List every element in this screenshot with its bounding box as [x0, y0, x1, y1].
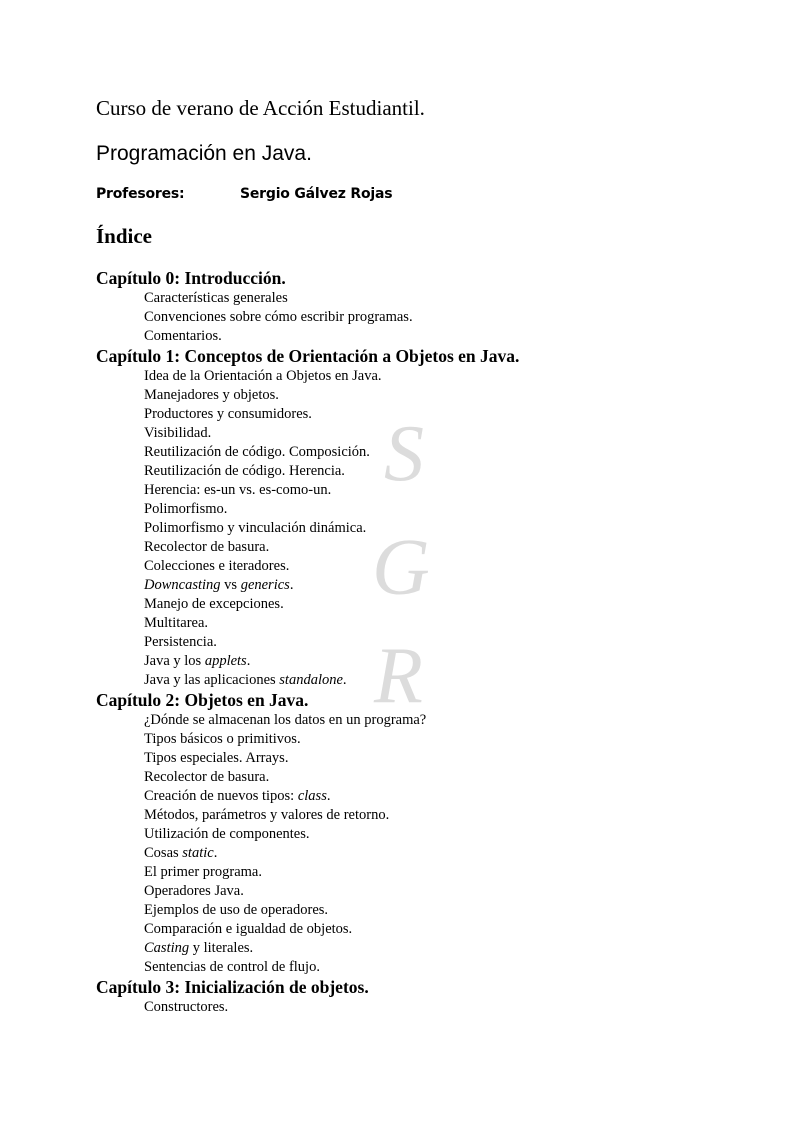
toc-item: [96, 939, 736, 958]
toc-item-text: Recolector de basura.: [144, 769, 270, 785]
toc-item-text: Utilización de componentes.: [144, 826, 310, 842]
professors-label: Profesores:: [96, 186, 185, 202]
toc-item-text: Persistencia.: [144, 634, 217, 650]
toc-item-text: Tipos básicos o primitivos.: [144, 731, 301, 747]
toc-item: [96, 557, 736, 576]
toc-item-text: .: [342, 672, 347, 688]
toc-item: [96, 519, 736, 538]
toc-item-italic-text: class: [297, 788, 327, 804]
toc-item: [96, 768, 736, 787]
toc-item-text: Java y los: [144, 653, 205, 669]
toc-item: [96, 405, 736, 424]
watermark-letter-r: R: [374, 632, 423, 720]
toc-item-text: .: [289, 577, 294, 593]
toc-item-italic-text: static: [182, 845, 214, 861]
toc-item: [96, 671, 736, 690]
toc-item-text: Colecciones e iteradores.: [144, 558, 290, 574]
toc-item: [96, 308, 736, 327]
toc-item-text: Herencia: es-un vs. es-como-un.: [144, 482, 332, 498]
toc-item-italic-text: Downcasting: [144, 577, 221, 593]
chapter-title: Capítulo 1: Conceptos de Orientación a Objetos en Java.: [96, 346, 520, 366]
toc-item-text: ¿Dónde se almacenan los datos en un programa?: [144, 712, 427, 728]
document-subtitle: Programación en Java.: [96, 142, 312, 165]
toc-item: [96, 749, 736, 768]
toc-item: [96, 711, 736, 730]
toc-item-text: Cosas: [144, 845, 183, 861]
course-title: Curso de verano de Acción Estudiantil.: [96, 96, 425, 120]
toc-item: [96, 462, 736, 481]
toc-item: [96, 806, 736, 825]
toc-item: [96, 730, 736, 749]
toc-item-text: Reutilización de código. Composición.: [144, 444, 370, 460]
chapter-title: Capítulo 2: Objetos en Java.: [96, 690, 309, 710]
toc-item: [96, 614, 736, 633]
toc-item: [96, 901, 736, 920]
toc-item: [96, 882, 736, 901]
toc-item: [96, 538, 736, 557]
toc-item: [96, 652, 736, 671]
toc-item-text: Reutilización de código. Herencia.: [144, 463, 345, 479]
chapter-title: Capítulo 3: Inicialización de objetos.: [96, 977, 369, 997]
toc-item: [96, 920, 736, 939]
toc-item: [96, 289, 736, 308]
toc-item-text: Idea de la Orientación a Objetos en Java.: [144, 368, 382, 384]
watermark-letter-s: S: [384, 410, 424, 498]
chapter-title: Capítulo 0: Introducción.: [96, 268, 286, 288]
toc-item: [96, 424, 736, 443]
toc-item-text: Características generales: [144, 290, 288, 306]
toc-item-text: Sentencias de control de flujo.: [144, 959, 320, 975]
toc-item-text: .: [326, 788, 331, 804]
toc-item-text: vs: [220, 577, 241, 593]
toc-item: [96, 500, 736, 519]
toc-item-text: Métodos, parámetros y valores de retorno.: [144, 807, 390, 823]
toc-item-text: El primer programa.: [144, 864, 262, 880]
toc-item-text: Manejadores y objetos.: [144, 387, 279, 403]
toc-item-text: Convenciones sobre cómo escribir programas.: [144, 309, 413, 325]
toc-item: [96, 481, 736, 500]
toc-item: [96, 787, 736, 806]
toc-item: [96, 998, 736, 1017]
toc-item: [96, 443, 736, 462]
toc-item-text: Visibilidad.: [144, 425, 212, 441]
toc-item-text: Ejemplos de uso de operadores.: [144, 902, 329, 918]
toc-item-italic-text: applets: [204, 653, 247, 669]
toc-item-text: Java y las aplicaciones: [144, 672, 280, 688]
toc-item-text: Manejo de excepciones.: [144, 596, 284, 612]
toc-item: [96, 958, 736, 977]
toc-item-italic-text: generics: [240, 577, 290, 593]
watermark-letter-g: G: [372, 524, 430, 612]
professor-name: Sergio Gálvez Rojas: [240, 186, 393, 202]
toc-item-text: Comparación e igualdad de objetos.: [144, 921, 353, 937]
toc-item-text: Operadores Java.: [144, 883, 244, 899]
toc-item: [96, 844, 736, 863]
toc-item-text: y literales.: [189, 940, 254, 956]
toc-item-text: Creación de nuevos tipos:: [144, 788, 298, 804]
toc-item-text: Constructores.: [144, 999, 229, 1015]
toc-item-text: Polimorfismo y vinculación dinámica.: [144, 520, 367, 536]
toc-item-text: .: [213, 845, 218, 861]
toc-item: [96, 595, 736, 614]
toc-item-italic-text: Casting: [144, 940, 190, 956]
toc-item-text: Productores y consumidores.: [144, 406, 312, 422]
toc-item-text: Comentarios.: [144, 328, 222, 344]
toc-item: [96, 367, 736, 386]
toc-item: [96, 825, 736, 844]
toc-item-italic-text: standalone: [279, 672, 343, 688]
toc-item-text: Multitarea.: [144, 615, 209, 631]
toc-item-text: Recolector de basura.: [144, 539, 270, 555]
toc-item: [96, 576, 736, 595]
toc-item-text: Polimorfismo.: [144, 501, 228, 517]
toc-item: [96, 386, 736, 405]
toc-item: [96, 633, 736, 652]
toc-item-text: .: [246, 653, 251, 669]
index-heading: Índice: [96, 224, 153, 248]
toc-item: [96, 863, 736, 882]
table-of-contents: [96, 268, 736, 1017]
toc-item-text: Tipos especiales. Arrays.: [144, 750, 289, 766]
toc-item: [96, 327, 736, 346]
